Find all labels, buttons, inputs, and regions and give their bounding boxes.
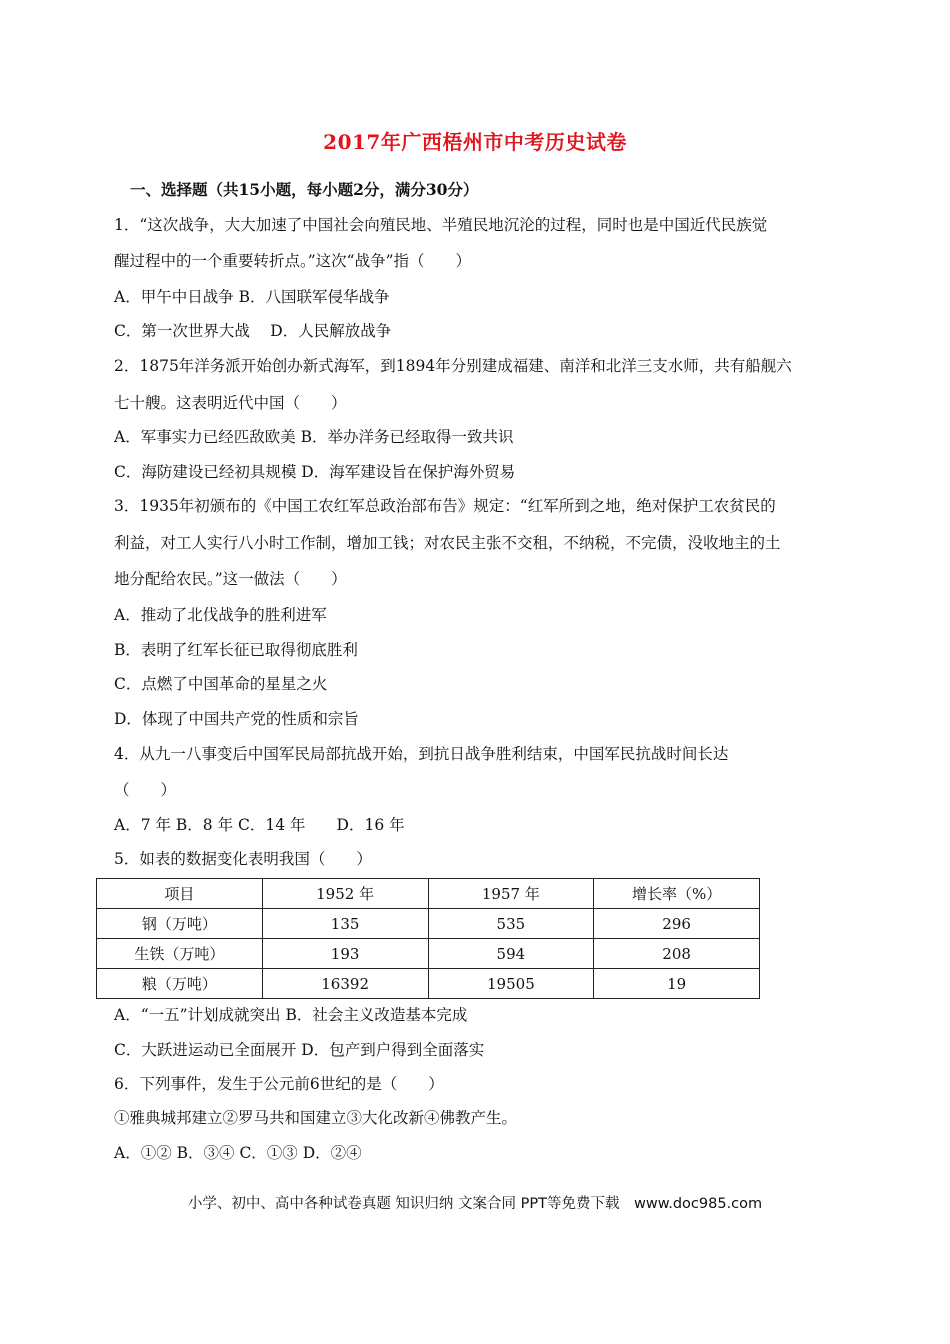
table-cell: 208 — [594, 939, 760, 969]
table-header-cell: 项目 — [97, 879, 263, 909]
section-heading: 一、选择题（共15小题，每小题2分，满分30分） — [130, 180, 479, 199]
table-header-cell: 1952 年 — [262, 879, 428, 909]
option-line: A．推动了北伐战争的胜利进军 — [114, 606, 327, 624]
table-cell: 594 — [428, 939, 594, 969]
option-line: A．7 年 B．8 年 C．14 年 D．16 年 — [114, 816, 405, 834]
option-line: C．点燃了中国革命的星星之火 — [114, 675, 328, 693]
table-row — [97, 909, 760, 939]
data-table — [96, 878, 760, 999]
option-line: D．体现了中国共产党的性质和宗旨 — [114, 710, 359, 728]
page-title: 2017年广西梧州市中考历史试卷 — [323, 130, 627, 154]
question-line: 2．1875年洋务派开始创办新式海军，到1894年分别建成福建、南洋和北洋三支水师，共有船舰六 — [114, 357, 792, 375]
question-line: 地分配给农民。”这一做法（ ） — [114, 570, 347, 588]
option-line: A．①② B．③④ C．①③ D．②④ — [114, 1144, 362, 1162]
table-cell: 粮（万吨） — [97, 969, 263, 999]
option-line: C．大跃进运动已全面展开 D．包产到户得到全面落实 — [114, 1041, 485, 1059]
question-line: （ ） — [114, 781, 177, 799]
option-line: B．表明了红军长征已取得彻底胜利 — [114, 641, 358, 659]
table-cell: 135 — [262, 909, 428, 939]
table-row — [97, 969, 760, 999]
question-line: ①雅典城邦建立②罗马共和国建立③大化改新④佛教产生。 — [114, 1109, 518, 1127]
table-cell: 296 — [594, 909, 760, 939]
table-cell: 钢（万吨） — [97, 909, 263, 939]
option-line: A．甲午中日战争 B．八国联军侵华战争 — [114, 288, 390, 306]
option-line: A．军事实力已经匹敌欧美 B．举办洋务已经取得一致共识 — [114, 428, 514, 446]
page-footer: 小学、初中、高中各种试卷真题 知识归纳 文案合同 PPT等免费下载 www.doc985.com — [187, 1196, 763, 1212]
question-line: 1．“这次战争，大大加速了中国社会向殖民地、半殖民地沉沦的过程，同时也是中国近代民族觉 — [114, 216, 768, 234]
question-line: 5．如表的数据变化表明我国（ ） — [114, 850, 372, 868]
table-cell: 535 — [428, 909, 594, 939]
option-line: A．“一五”计划成就突出 B．社会主义改造基本完成 — [114, 1006, 468, 1024]
table-cell: 193 — [262, 939, 428, 969]
question-line: 3．1935年初颁布的《中国工农红军总政治部布告》规定：“红军所到之地，绝对保护工农贫民的 — [114, 497, 776, 515]
question-line: 6．下列事件，发生于公元前6世纪的是（ ） — [114, 1075, 444, 1093]
table-header-cell: 增长率（%） — [594, 879, 760, 909]
question-line: 利益，对工人实行八小时工作制，增加工钱；对农民主张不交租，不纳税，不完债，没收地主的土 — [114, 534, 781, 552]
table-cell: 19 — [594, 969, 760, 999]
question-line: 醒过程中的一个重要转折点。”这次“战争”指（ ） — [114, 252, 472, 270]
option-line: C．海防建设已经初具规模 D．海军建设旨在保护海外贸易 — [114, 463, 516, 481]
table-cell: 16392 — [262, 969, 428, 999]
option-line: C．第一次世界大战 D．人民解放战争 — [114, 322, 392, 340]
table-row — [97, 939, 760, 969]
table-header-cell: 1957 年 — [428, 879, 594, 909]
question-line: 4．从九一八事变后中国军民局部抗战开始，到抗日战争胜利结束，中国军民抗战时间长达 — [114, 745, 729, 763]
question-line: 七十艘。这表明近代中国（ ） — [114, 394, 347, 412]
table-cell: 生铁（万吨） — [97, 939, 263, 969]
table-cell: 19505 — [428, 969, 594, 999]
table-header-row — [97, 879, 760, 909]
